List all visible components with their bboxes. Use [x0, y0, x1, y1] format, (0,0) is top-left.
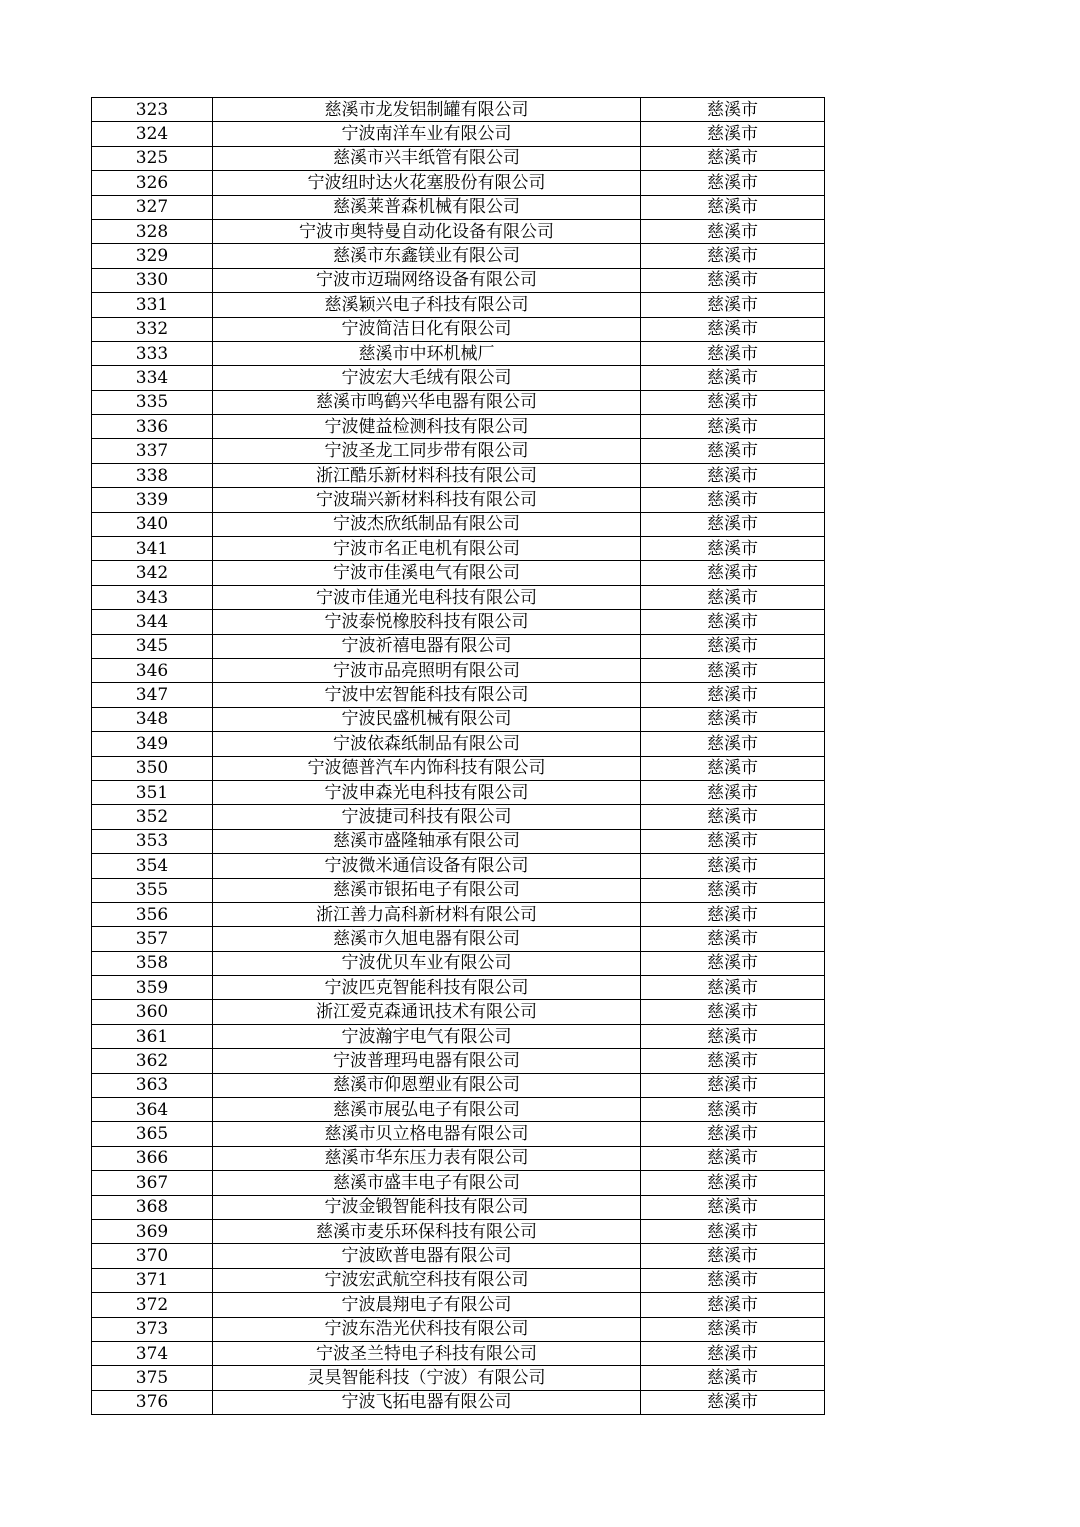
table-row — [92, 439, 825, 463]
table-row — [92, 805, 825, 829]
region-cell: 慈溪市 — [641, 610, 825, 634]
row-number-cell: 366 — [92, 1146, 213, 1170]
row-number-cell: 370 — [92, 1244, 213, 1268]
region-cell: 慈溪市 — [641, 122, 825, 146]
company-name-cell: 宁波圣龙工同步带有限公司 — [213, 439, 641, 463]
company-name-cell: 宁波市奥特曼自动化设备有限公司 — [213, 219, 641, 243]
row-number-cell: 327 — [92, 195, 213, 219]
row-number-cell: 346 — [92, 658, 213, 682]
row-number-cell: 352 — [92, 805, 213, 829]
table-row — [92, 658, 825, 682]
company-name-cell: 宁波捷司科技有限公司 — [213, 805, 641, 829]
table-row — [92, 1098, 825, 1122]
row-number-cell: 359 — [92, 976, 213, 1000]
row-number-cell: 354 — [92, 854, 213, 878]
table-row — [92, 951, 825, 975]
region-cell: 慈溪市 — [641, 512, 825, 536]
region-cell: 慈溪市 — [641, 219, 825, 243]
company-name-cell: 慈溪市仰恩塑业有限公司 — [213, 1073, 641, 1097]
region-cell: 慈溪市 — [641, 268, 825, 292]
company-list-body — [92, 98, 825, 1415]
row-number-cell: 353 — [92, 829, 213, 853]
table-row — [92, 707, 825, 731]
company-name-cell: 慈溪市麦乐环保科技有限公司 — [213, 1219, 641, 1243]
table-row — [92, 244, 825, 268]
company-name-cell: 慈溪市中环机械厂 — [213, 341, 641, 365]
company-name-cell: 慈溪市龙发铝制罐有限公司 — [213, 98, 641, 122]
company-name-cell: 慈溪市鸣鹤兴华电器有限公司 — [213, 390, 641, 414]
company-name-cell: 宁波圣兰特电子科技有限公司 — [213, 1341, 641, 1365]
row-number-cell: 328 — [92, 219, 213, 243]
region-cell: 慈溪市 — [641, 1049, 825, 1073]
company-name-cell: 慈溪市华东压力表有限公司 — [213, 1146, 641, 1170]
company-name-cell: 宁波宏武航空科技有限公司 — [213, 1268, 641, 1292]
company-name-cell: 宁波晨翔电子有限公司 — [213, 1293, 641, 1317]
region-cell: 慈溪市 — [641, 293, 825, 317]
region-cell: 慈溪市 — [641, 951, 825, 975]
region-cell: 慈溪市 — [641, 805, 825, 829]
table-row — [92, 1073, 825, 1097]
company-name-cell: 宁波杰欣纸制品有限公司 — [213, 512, 641, 536]
company-name-cell: 宁波祈禧电器有限公司 — [213, 634, 641, 658]
table-row — [92, 1293, 825, 1317]
row-number-cell: 341 — [92, 537, 213, 561]
region-cell: 慈溪市 — [641, 1268, 825, 1292]
table-row — [92, 878, 825, 902]
region-cell: 慈溪市 — [641, 976, 825, 1000]
table-row — [92, 415, 825, 439]
table-row — [92, 1366, 825, 1390]
company-name-cell: 宁波瑞兴新材料科技有限公司 — [213, 488, 641, 512]
company-name-cell: 宁波市品亮照明有限公司 — [213, 658, 641, 682]
row-number-cell: 361 — [92, 1024, 213, 1048]
table-row — [92, 293, 825, 317]
table-row — [92, 1171, 825, 1195]
company-name-cell: 宁波健益检测科技有限公司 — [213, 415, 641, 439]
company-name-cell: 慈溪市银拓电子有限公司 — [213, 878, 641, 902]
company-name-cell: 宁波纽时达火花塞股份有限公司 — [213, 171, 641, 195]
region-cell: 慈溪市 — [641, 683, 825, 707]
row-number-cell: 334 — [92, 366, 213, 390]
company-name-cell: 宁波中宏智能科技有限公司 — [213, 683, 641, 707]
region-cell: 慈溪市 — [641, 927, 825, 951]
company-name-cell: 宁波匹克智能科技有限公司 — [213, 976, 641, 1000]
table-row — [92, 219, 825, 243]
row-number-cell: 324 — [92, 122, 213, 146]
row-number-cell: 371 — [92, 1268, 213, 1292]
table-row — [92, 634, 825, 658]
region-cell: 慈溪市 — [641, 1390, 825, 1414]
row-number-cell: 325 — [92, 146, 213, 170]
company-list-table — [91, 97, 825, 1415]
row-number-cell: 351 — [92, 780, 213, 804]
region-cell: 慈溪市 — [641, 585, 825, 609]
table-row — [92, 1195, 825, 1219]
company-name-cell: 宁波民盛机械有限公司 — [213, 707, 641, 731]
table-row — [92, 1317, 825, 1341]
company-name-cell: 慈溪市东鑫镁业有限公司 — [213, 244, 641, 268]
row-number-cell: 375 — [92, 1366, 213, 1390]
table-row — [92, 902, 825, 926]
region-cell: 慈溪市 — [641, 463, 825, 487]
region-cell: 慈溪市 — [641, 1244, 825, 1268]
row-number-cell: 365 — [92, 1122, 213, 1146]
table-row — [92, 1219, 825, 1243]
region-cell: 慈溪市 — [641, 707, 825, 731]
region-cell: 慈溪市 — [641, 1341, 825, 1365]
row-number-cell: 347 — [92, 683, 213, 707]
table-row — [92, 488, 825, 512]
row-number-cell: 372 — [92, 1293, 213, 1317]
region-cell: 慈溪市 — [641, 878, 825, 902]
company-name-cell: 慈溪市展弘电子有限公司 — [213, 1098, 641, 1122]
region-cell: 慈溪市 — [641, 561, 825, 585]
row-number-cell: 330 — [92, 268, 213, 292]
region-cell: 慈溪市 — [641, 415, 825, 439]
company-name-cell: 宁波微米通信设备有限公司 — [213, 854, 641, 878]
row-number-cell: 374 — [92, 1341, 213, 1365]
table-row — [92, 1341, 825, 1365]
row-number-cell: 349 — [92, 732, 213, 756]
company-name-cell: 宁波宏大毛绒有限公司 — [213, 366, 641, 390]
row-number-cell: 362 — [92, 1049, 213, 1073]
row-number-cell: 335 — [92, 390, 213, 414]
row-number-cell: 333 — [92, 341, 213, 365]
table-row — [92, 463, 825, 487]
table-row — [92, 829, 825, 853]
row-number-cell: 355 — [92, 878, 213, 902]
row-number-cell: 364 — [92, 1098, 213, 1122]
table-row — [92, 927, 825, 951]
table-row — [92, 122, 825, 146]
region-cell: 慈溪市 — [641, 244, 825, 268]
table-row — [92, 341, 825, 365]
company-name-cell: 宁波依森纸制品有限公司 — [213, 732, 641, 756]
region-cell: 慈溪市 — [641, 1219, 825, 1243]
company-name-cell: 浙江酷乐新材料科技有限公司 — [213, 463, 641, 487]
table-row — [92, 98, 825, 122]
table-row — [92, 1390, 825, 1414]
region-cell: 慈溪市 — [641, 1024, 825, 1048]
region-cell: 慈溪市 — [641, 537, 825, 561]
region-cell: 慈溪市 — [641, 1146, 825, 1170]
table-row — [92, 585, 825, 609]
region-cell: 慈溪市 — [641, 1366, 825, 1390]
region-cell: 慈溪市 — [641, 658, 825, 682]
company-name-cell: 宁波金锻智能科技有限公司 — [213, 1195, 641, 1219]
region-cell: 慈溪市 — [641, 829, 825, 853]
row-number-cell: 368 — [92, 1195, 213, 1219]
row-number-cell: 350 — [92, 756, 213, 780]
row-number-cell: 326 — [92, 171, 213, 195]
company-name-cell: 宁波市佳溪电气有限公司 — [213, 561, 641, 585]
table-row — [92, 854, 825, 878]
row-number-cell: 344 — [92, 610, 213, 634]
company-name-cell: 宁波市名正电机有限公司 — [213, 537, 641, 561]
row-number-cell: 356 — [92, 902, 213, 926]
row-number-cell: 369 — [92, 1219, 213, 1243]
company-name-cell: 宁波南洋车业有限公司 — [213, 122, 641, 146]
company-name-cell: 宁波德普汽车内饰科技有限公司 — [213, 756, 641, 780]
region-cell: 慈溪市 — [641, 1195, 825, 1219]
row-number-cell: 343 — [92, 585, 213, 609]
row-number-cell: 360 — [92, 1000, 213, 1024]
region-cell: 慈溪市 — [641, 902, 825, 926]
table-row — [92, 171, 825, 195]
region-cell: 慈溪市 — [641, 1317, 825, 1341]
company-name-cell: 浙江爱克森通讯技术有限公司 — [213, 1000, 641, 1024]
company-name-cell: 宁波优贝车业有限公司 — [213, 951, 641, 975]
region-cell: 慈溪市 — [641, 1000, 825, 1024]
region-cell: 慈溪市 — [641, 1122, 825, 1146]
table-row — [92, 195, 825, 219]
region-cell: 慈溪市 — [641, 488, 825, 512]
company-name-cell: 宁波简洁日化有限公司 — [213, 317, 641, 341]
table-row — [92, 317, 825, 341]
row-number-cell: 345 — [92, 634, 213, 658]
region-cell: 慈溪市 — [641, 98, 825, 122]
row-number-cell: 339 — [92, 488, 213, 512]
region-cell: 慈溪市 — [641, 366, 825, 390]
company-name-cell: 宁波泰悦橡胶科技有限公司 — [213, 610, 641, 634]
table-row — [92, 1024, 825, 1048]
table-row — [92, 537, 825, 561]
company-name-cell: 宁波市佳通光电科技有限公司 — [213, 585, 641, 609]
region-cell: 慈溪市 — [641, 854, 825, 878]
row-number-cell: 336 — [92, 415, 213, 439]
row-number-cell: 367 — [92, 1171, 213, 1195]
row-number-cell: 323 — [92, 98, 213, 122]
table-row — [92, 756, 825, 780]
company-name-cell: 慈溪市久旭电器有限公司 — [213, 927, 641, 951]
table-row — [92, 561, 825, 585]
region-cell: 慈溪市 — [641, 756, 825, 780]
company-name-cell: 宁波普理玛电器有限公司 — [213, 1049, 641, 1073]
region-cell: 慈溪市 — [641, 732, 825, 756]
region-cell: 慈溪市 — [641, 390, 825, 414]
company-name-cell: 慈溪市兴丰纸管有限公司 — [213, 146, 641, 170]
company-name-cell: 慈溪市盛隆轴承有限公司 — [213, 829, 641, 853]
region-cell: 慈溪市 — [641, 195, 825, 219]
company-name-cell: 宁波东浩光伏科技有限公司 — [213, 1317, 641, 1341]
region-cell: 慈溪市 — [641, 171, 825, 195]
row-number-cell: 348 — [92, 707, 213, 731]
table-row — [92, 366, 825, 390]
company-name-cell: 宁波欧普电器有限公司 — [213, 1244, 641, 1268]
region-cell: 慈溪市 — [641, 780, 825, 804]
region-cell: 慈溪市 — [641, 439, 825, 463]
table-row — [92, 976, 825, 1000]
table-row — [92, 780, 825, 804]
row-number-cell: 340 — [92, 512, 213, 536]
table-row — [92, 1122, 825, 1146]
table-row — [92, 390, 825, 414]
company-name-cell: 慈溪莱普森机械有限公司 — [213, 195, 641, 219]
region-cell: 慈溪市 — [641, 1073, 825, 1097]
row-number-cell: 373 — [92, 1317, 213, 1341]
company-name-cell: 宁波瀚宇电气有限公司 — [213, 1024, 641, 1048]
row-number-cell: 357 — [92, 927, 213, 951]
region-cell: 慈溪市 — [641, 146, 825, 170]
table-row — [92, 1268, 825, 1292]
row-number-cell: 332 — [92, 317, 213, 341]
region-cell: 慈溪市 — [641, 1171, 825, 1195]
table-row — [92, 512, 825, 536]
row-number-cell: 337 — [92, 439, 213, 463]
row-number-cell: 358 — [92, 951, 213, 975]
table-row — [92, 610, 825, 634]
company-name-cell: 灵昊智能科技（宁波）有限公司 — [213, 1366, 641, 1390]
table-row — [92, 1146, 825, 1170]
company-name-cell: 慈溪颖兴电子科技有限公司 — [213, 293, 641, 317]
table-row — [92, 146, 825, 170]
region-cell: 慈溪市 — [641, 634, 825, 658]
table-row — [92, 1049, 825, 1073]
region-cell: 慈溪市 — [641, 341, 825, 365]
table-row — [92, 1244, 825, 1268]
row-number-cell: 376 — [92, 1390, 213, 1414]
company-name-cell: 宁波市迈瑞网络设备有限公司 — [213, 268, 641, 292]
table-row — [92, 268, 825, 292]
row-number-cell: 342 — [92, 561, 213, 585]
company-name-cell: 慈溪市盛丰电子有限公司 — [213, 1171, 641, 1195]
row-number-cell: 363 — [92, 1073, 213, 1097]
company-name-cell: 浙江善力高科新材料有限公司 — [213, 902, 641, 926]
table-row — [92, 732, 825, 756]
row-number-cell: 331 — [92, 293, 213, 317]
region-cell: 慈溪市 — [641, 1293, 825, 1317]
company-name-cell: 宁波申森光电科技有限公司 — [213, 780, 641, 804]
company-name-cell: 宁波飞拓电器有限公司 — [213, 1390, 641, 1414]
region-cell: 慈溪市 — [641, 1098, 825, 1122]
company-name-cell: 慈溪市贝立格电器有限公司 — [213, 1122, 641, 1146]
table-row — [92, 1000, 825, 1024]
row-number-cell: 338 — [92, 463, 213, 487]
region-cell: 慈溪市 — [641, 317, 825, 341]
row-number-cell: 329 — [92, 244, 213, 268]
table-row — [92, 683, 825, 707]
